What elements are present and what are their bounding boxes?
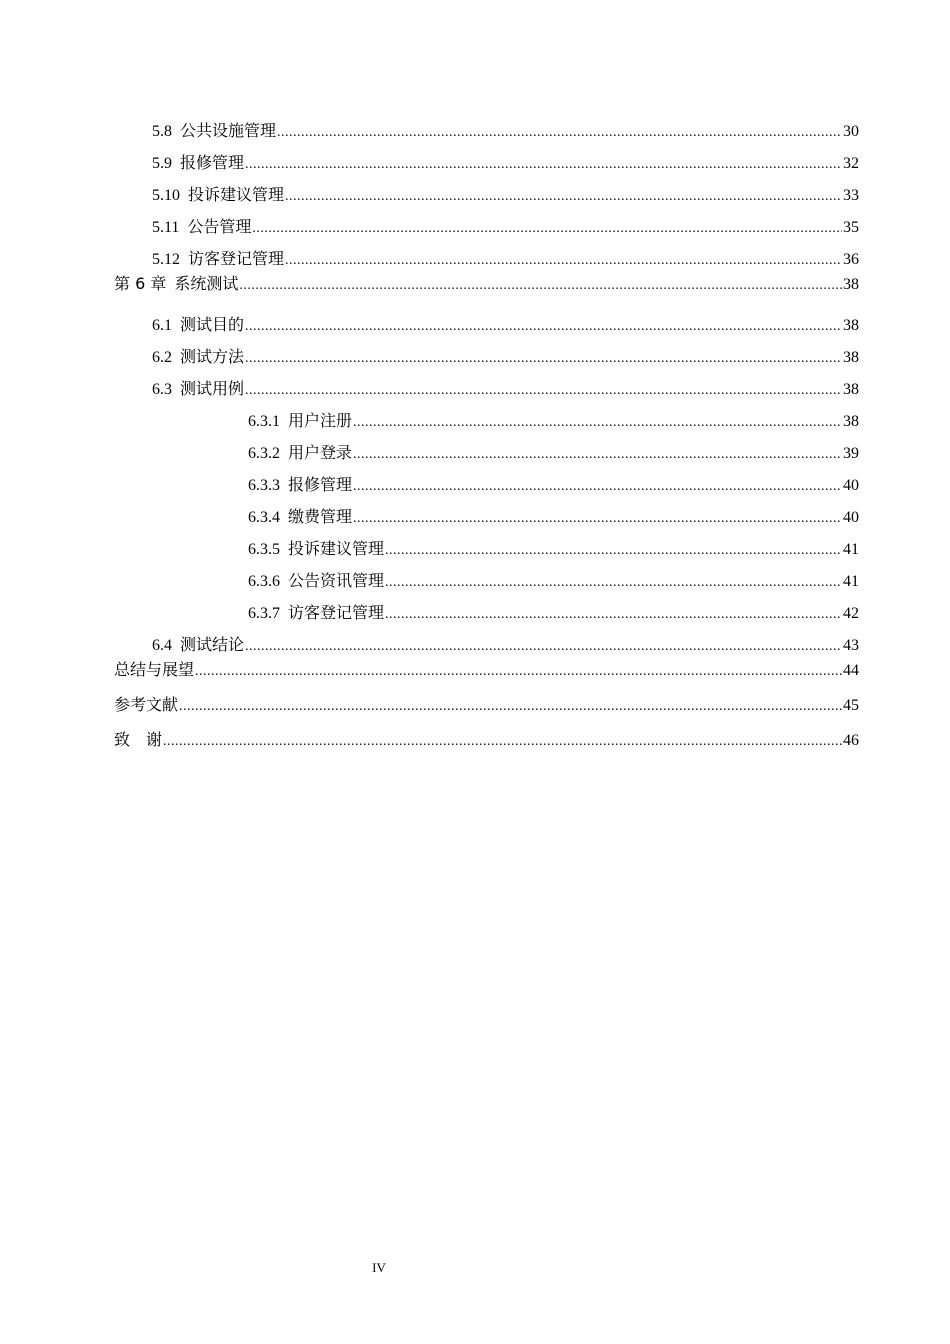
toc-entry-title: 访客登记管理 [288,603,385,622]
toc-entry-page: 38 [843,381,859,398]
toc-entry-title: 致 谢 [114,730,163,749]
toc-entry-number: 6.3.7 [248,605,280,622]
toc-entry-number: 6.3.1 [248,413,280,430]
toc-leader-dots [252,219,842,239]
toc-entry-title: 报修管理 [180,153,245,172]
toc-leader-dots [353,477,842,497]
toc-leader-dots [353,445,842,465]
toc-entry[interactable] [152,347,859,367]
toc-chapter-entry[interactable] [114,660,859,680]
toc-entry-page: 32 [843,155,859,172]
toc-entry[interactable] [152,379,859,399]
toc-entry-page: 40 [843,509,859,526]
toc-leader-dots [245,349,842,369]
toc-subentry[interactable] [248,507,859,527]
toc-entry-title: 总结与展望 [114,660,195,679]
toc-entry-page: 40 [843,477,859,494]
toc-entry-page: 30 [843,123,859,140]
toc-entry-number: 6.1 [152,317,172,334]
toc-subentry[interactable] [248,411,859,431]
toc-entry-title: 系统测试 [174,274,239,293]
toc-leader-dots [245,317,842,337]
toc-leader-dots [285,251,842,271]
toc-leader-dots [245,155,842,175]
toc-entry-page: 43 [843,637,859,654]
toc-entry[interactable] [152,153,859,173]
toc-entry-number: 6.3.5 [248,541,280,558]
toc-entry-title: 公共设施管理 [180,121,277,140]
toc-leader-dots [285,187,842,207]
toc-leader-dots [245,637,842,657]
toc-chapter-entry[interactable] [114,274,859,294]
toc-subentry[interactable] [248,475,859,495]
toc-entry-number: 5.8 [152,123,172,140]
toc-entry-page: 38 [843,276,859,293]
toc-entry-title: 报修管理 [288,475,353,494]
toc-entry-number: 6.3.3 [248,477,280,494]
toc-entry-number: 5.9 [152,155,172,172]
toc-leader-dots [385,541,842,561]
toc-entry-title: 公告管理 [187,217,252,236]
toc-entry-page: 39 [843,445,859,462]
toc-entry-number: 6.3 [152,381,172,398]
toc-entry-number: 5.11 [152,219,180,236]
toc-entry-page: 33 [843,187,859,204]
toc-entry-title: 测试用例 [180,379,245,398]
toc-leader-dots [353,509,842,529]
toc-entry-title: 测试结论 [180,635,245,654]
toc-leader-dots [163,732,842,752]
toc-subentry[interactable] [248,571,859,591]
toc-entry-number: 6.3.2 [248,445,280,462]
toc-leader-dots [385,573,842,593]
toc-entry-page: 46 [843,732,859,749]
toc-entry-number: 5.10 [152,187,180,204]
toc-entry-page: 41 [843,541,859,558]
toc-entry-title: 访客登记管理 [188,249,285,268]
toc-entry[interactable] [152,121,859,141]
toc-entry-title: 测试方法 [180,347,245,366]
toc-chapter-entry[interactable] [114,695,859,715]
toc-leader-dots [245,381,842,401]
toc-entry[interactable] [152,635,859,655]
toc-leader-dots [195,662,842,682]
toc-subentry[interactable] [248,603,859,623]
toc-leader-dots [385,605,842,625]
toc-entry-page: 45 [843,697,859,714]
toc-entry-page: 44 [843,662,859,679]
page-number: IV [372,1260,386,1275]
toc-entry-page: 42 [843,605,859,622]
toc-chapter-entry[interactable] [114,730,859,750]
toc-entry-page: 38 [843,413,859,430]
toc-entry-page: 36 [843,251,859,268]
toc-entry[interactable] [152,249,859,269]
toc-entry-number: 6.3.4 [248,509,280,526]
toc-entry-number: 5.12 [152,251,180,268]
toc-entry-number: 6.4 [152,637,172,654]
toc-leader-dots [277,123,842,143]
toc-subentry[interactable] [248,443,859,463]
toc-entry-title: 用户登录 [288,443,353,462]
toc-entry[interactable] [152,315,859,335]
toc-entry-page: 38 [843,317,859,334]
toc-entry-title: 测试目的 [180,315,245,334]
toc-subentry[interactable] [248,539,859,559]
toc-leader-dots [353,413,842,433]
toc-leader-dots [179,697,842,717]
toc-entry-title: 公告资讯管理 [288,571,385,590]
toc-entry-number: 6.2 [152,349,172,366]
toc-entry[interactable] [152,217,859,237]
toc-entry-title: 投诉建议管理 [188,185,285,204]
toc-entry[interactable] [152,185,859,205]
toc-entry-page: 35 [843,219,859,236]
toc-entry-title: 用户注册 [288,411,353,430]
toc-entry-title: 投诉建议管理 [288,539,385,558]
toc-entry-number: 6.3.6 [248,573,280,590]
toc-entry-page: 38 [843,349,859,366]
toc-entry-number: 第 6 章 [114,274,167,293]
toc-leader-dots [239,276,842,296]
toc-entry-title: 参考文献 [114,695,179,714]
toc-entry-title: 缴费管理 [288,507,353,526]
toc-entry-page: 41 [843,573,859,590]
